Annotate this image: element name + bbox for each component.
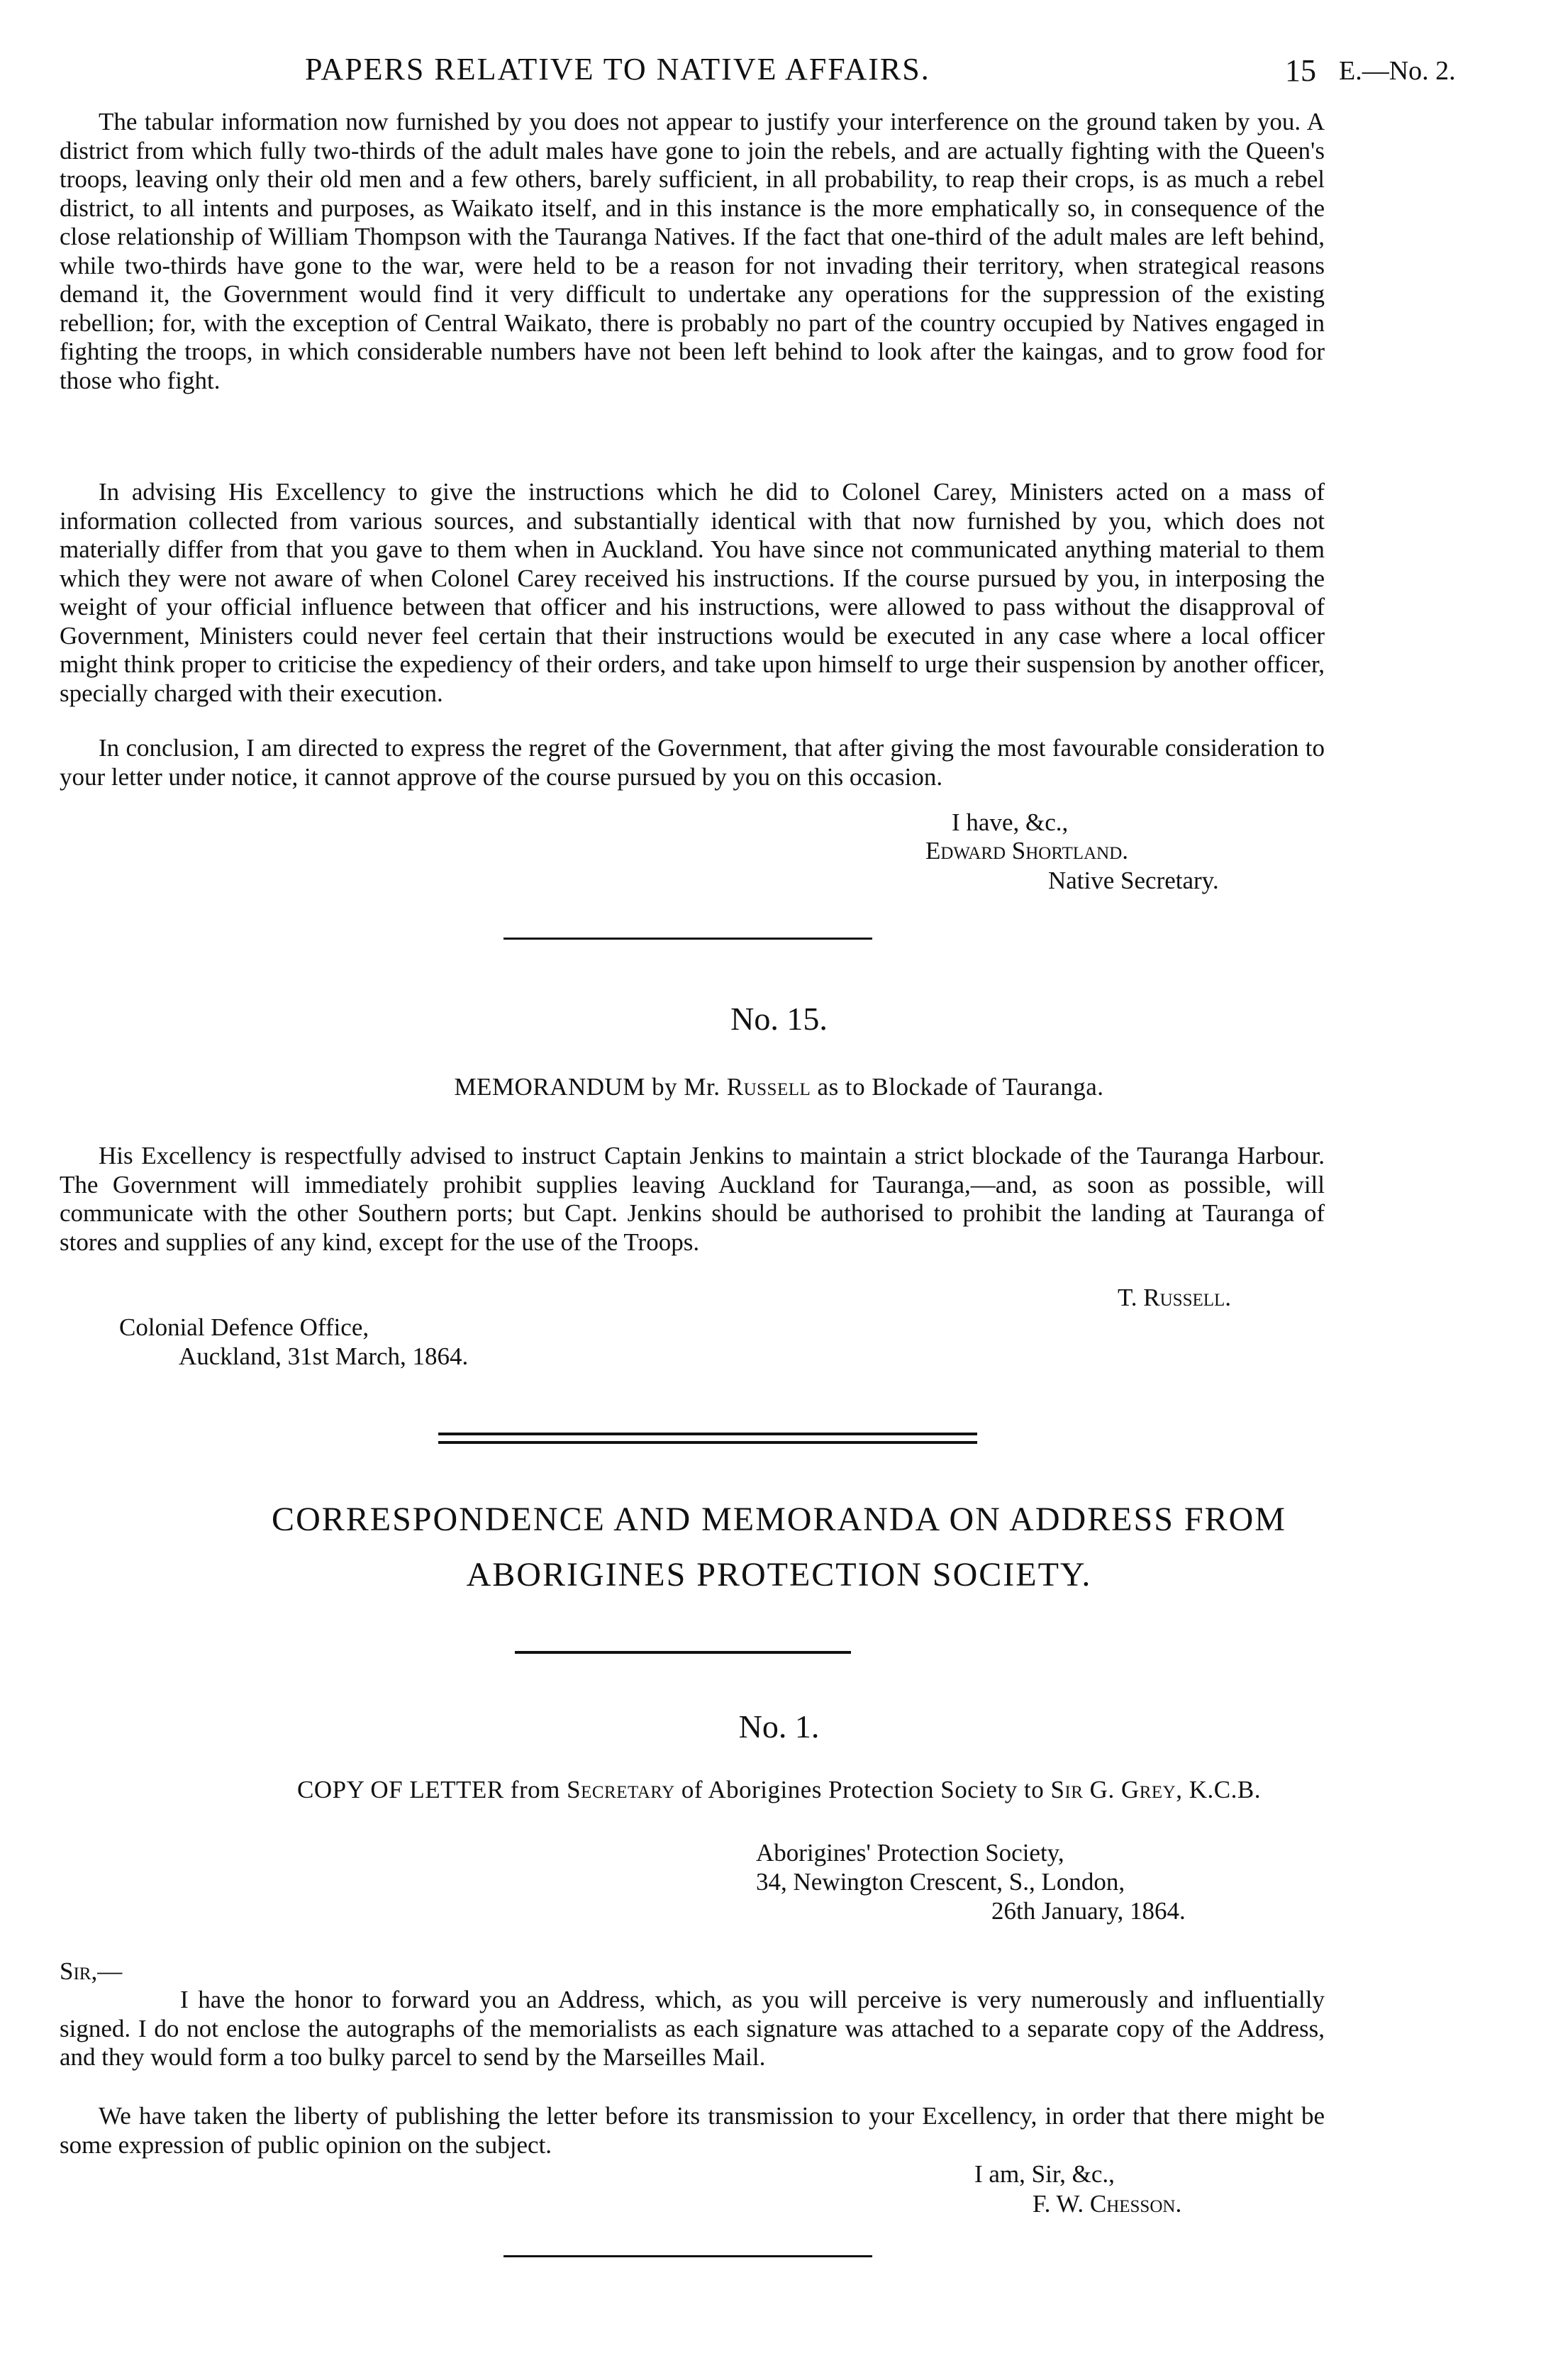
closing-line: I have, &c., bbox=[952, 808, 1069, 836]
subtitle-text: MEMORANDUM by Mr. bbox=[454, 1073, 720, 1101]
address-line: 34, Newington Crescent, S., London, bbox=[756, 1868, 1125, 1896]
address-date: 26th January, 1864. bbox=[991, 1897, 1186, 1925]
body-paragraph: We have taken the liberty of publishing the letter before its transmission to your Excellency, in order that there might be some expression of public opinion on the subject. bbox=[60, 2102, 1325, 2159]
header-title: PAPERS RELATIVE TO NATIVE AFFAIRS. bbox=[305, 52, 930, 87]
section-divider bbox=[503, 938, 872, 940]
subtitle-kcb: K.C.B. bbox=[1189, 1776, 1261, 1803]
salutation: Sir,— bbox=[60, 1957, 123, 1985]
body-paragraph: The tabular information now furnished by you does not appear to justify your interference on the ground taken by you. A district from which fully two-thirds of the adult males have gone to join the rebels, and are actually fighting with the Queen's troops, leaving only their old men and a few others, barely sufficient, in all probability, to reap their crops, is as much a rebel district, to all intents and purposes, as Waikato itself, and in this instance is the more emphatically so, in consequence of the close relationship of William Thompson with the Tauranga Natives. If the fact that one-third of the adult males are left behind, while two-thirds have gone to the war, were held to be a reason for not invading their territory, when strategical reasons demand it, the Government would find it very difficult to undertake any operations for the suppression of the existing rebellion; for, with the exception of Central Waikato, there is probably no part of the country occupied by Natives engaged in fighting the troops, in which considerable numbers have not been left behind to look after the kaingas, and to grow food for those who fight. bbox=[60, 108, 1325, 394]
body-paragraph: In advising His Excellency to give the instructions which he did to Colonel Carey, Ministers acted on a mass of information collected from various sources, and substantially identical with that now furnished by you, which does not materially differ from that you gave to them when in Auckland. You have since not communicated anything material to them which they were not aware of when Colonel Carey received his instructions. If the course pursued by you, in interposing the weight of your official influence between that officer and his instructions, were allowed to pass without the disapproval of Government, Ministers could never feel certain that their instructions would be executed in any case where a local officer might think proper to criticise the expediency of their orders, and take upon himself to urge their suspension by another officer, specially charged with their execution. bbox=[60, 478, 1325, 707]
subtitle-grey: Sir G. Grey, bbox=[1050, 1776, 1183, 1803]
double-rule-top bbox=[438, 1433, 977, 1435]
header-page-number: 15 bbox=[1285, 53, 1316, 88]
subtitle-text: COPY OF LETTER from bbox=[297, 1776, 560, 1803]
subtitle-name: Russell bbox=[726, 1073, 811, 1101]
body-paragraph: I have the honor to forward you an Address, which, as you will perceive is very numerously and influentially signed. I do not enclose the autographs of the memorialists as each signature was attached to a separate copy of the Address, and they would form a too bulky parcel to send by the Marseilles Mail. bbox=[60, 1986, 1325, 2071]
signatory-name: F. W. Chesson. bbox=[1033, 2190, 1182, 2218]
subtitle-secretary: Secretary bbox=[567, 1776, 675, 1803]
body-paragraph: His Excellency is respectfully advised to instruct Captain Jenkins to maintain a strict blockade of the Tauranga Harbour. The Government will immediately prohibit supplies leaving Auckland for Tauranga,—and, as soon as possible, will communicate with the other Southern ports; but Capt. Jenkins should be authorised to prohibit the landing at Tauranga of stores and supplies of any kind, except for the use of the Troops. bbox=[60, 1142, 1325, 1256]
section-divider bbox=[503, 2255, 872, 2257]
section-title-line1: CORRESPONDENCE AND MEMORANDA ON ADDRESS FROM bbox=[272, 1501, 1286, 1538]
subtitle-text: of Aborigines Protection Society to bbox=[681, 1776, 1045, 1803]
address-line: Aborigines' Protection Society, bbox=[756, 1839, 1064, 1867]
closing-line: I am, Sir, &c., bbox=[974, 2160, 1115, 2188]
subtitle-text: as to Blockade of Tauranga. bbox=[817, 1073, 1104, 1101]
memo-office: Colonial Defence Office, bbox=[119, 1313, 369, 1341]
double-rule-bottom bbox=[438, 1441, 977, 1444]
body-paragraph: In conclusion, I am directed to express the regret of the Government, that after giving the most favourable consideration to your letter under notice, it cannot approve of the course pursued by you on this occasion. bbox=[60, 734, 1325, 791]
document-subtitle bbox=[0, 1776, 1558, 1804]
document-number: No. 1. bbox=[738, 1708, 820, 1745]
memo-date: Auckland, 31st March, 1864. bbox=[179, 1342, 469, 1370]
signatory-title: Native Secretary. bbox=[1048, 867, 1219, 894]
section-title-line2: ABORIGINES PROTECTION SOCIETY. bbox=[466, 1556, 1092, 1594]
document-number: No. 15. bbox=[730, 1001, 828, 1037]
section-divider bbox=[515, 1651, 851, 1654]
memo-signature: T. Russell. bbox=[1118, 1284, 1232, 1311]
signatory-name: Edward Shortland. bbox=[925, 837, 1128, 864]
running-header bbox=[99, 44, 1546, 94]
header-reference: E.—No. 2. bbox=[1339, 56, 1456, 86]
document-subtitle bbox=[0, 1073, 1558, 1101]
